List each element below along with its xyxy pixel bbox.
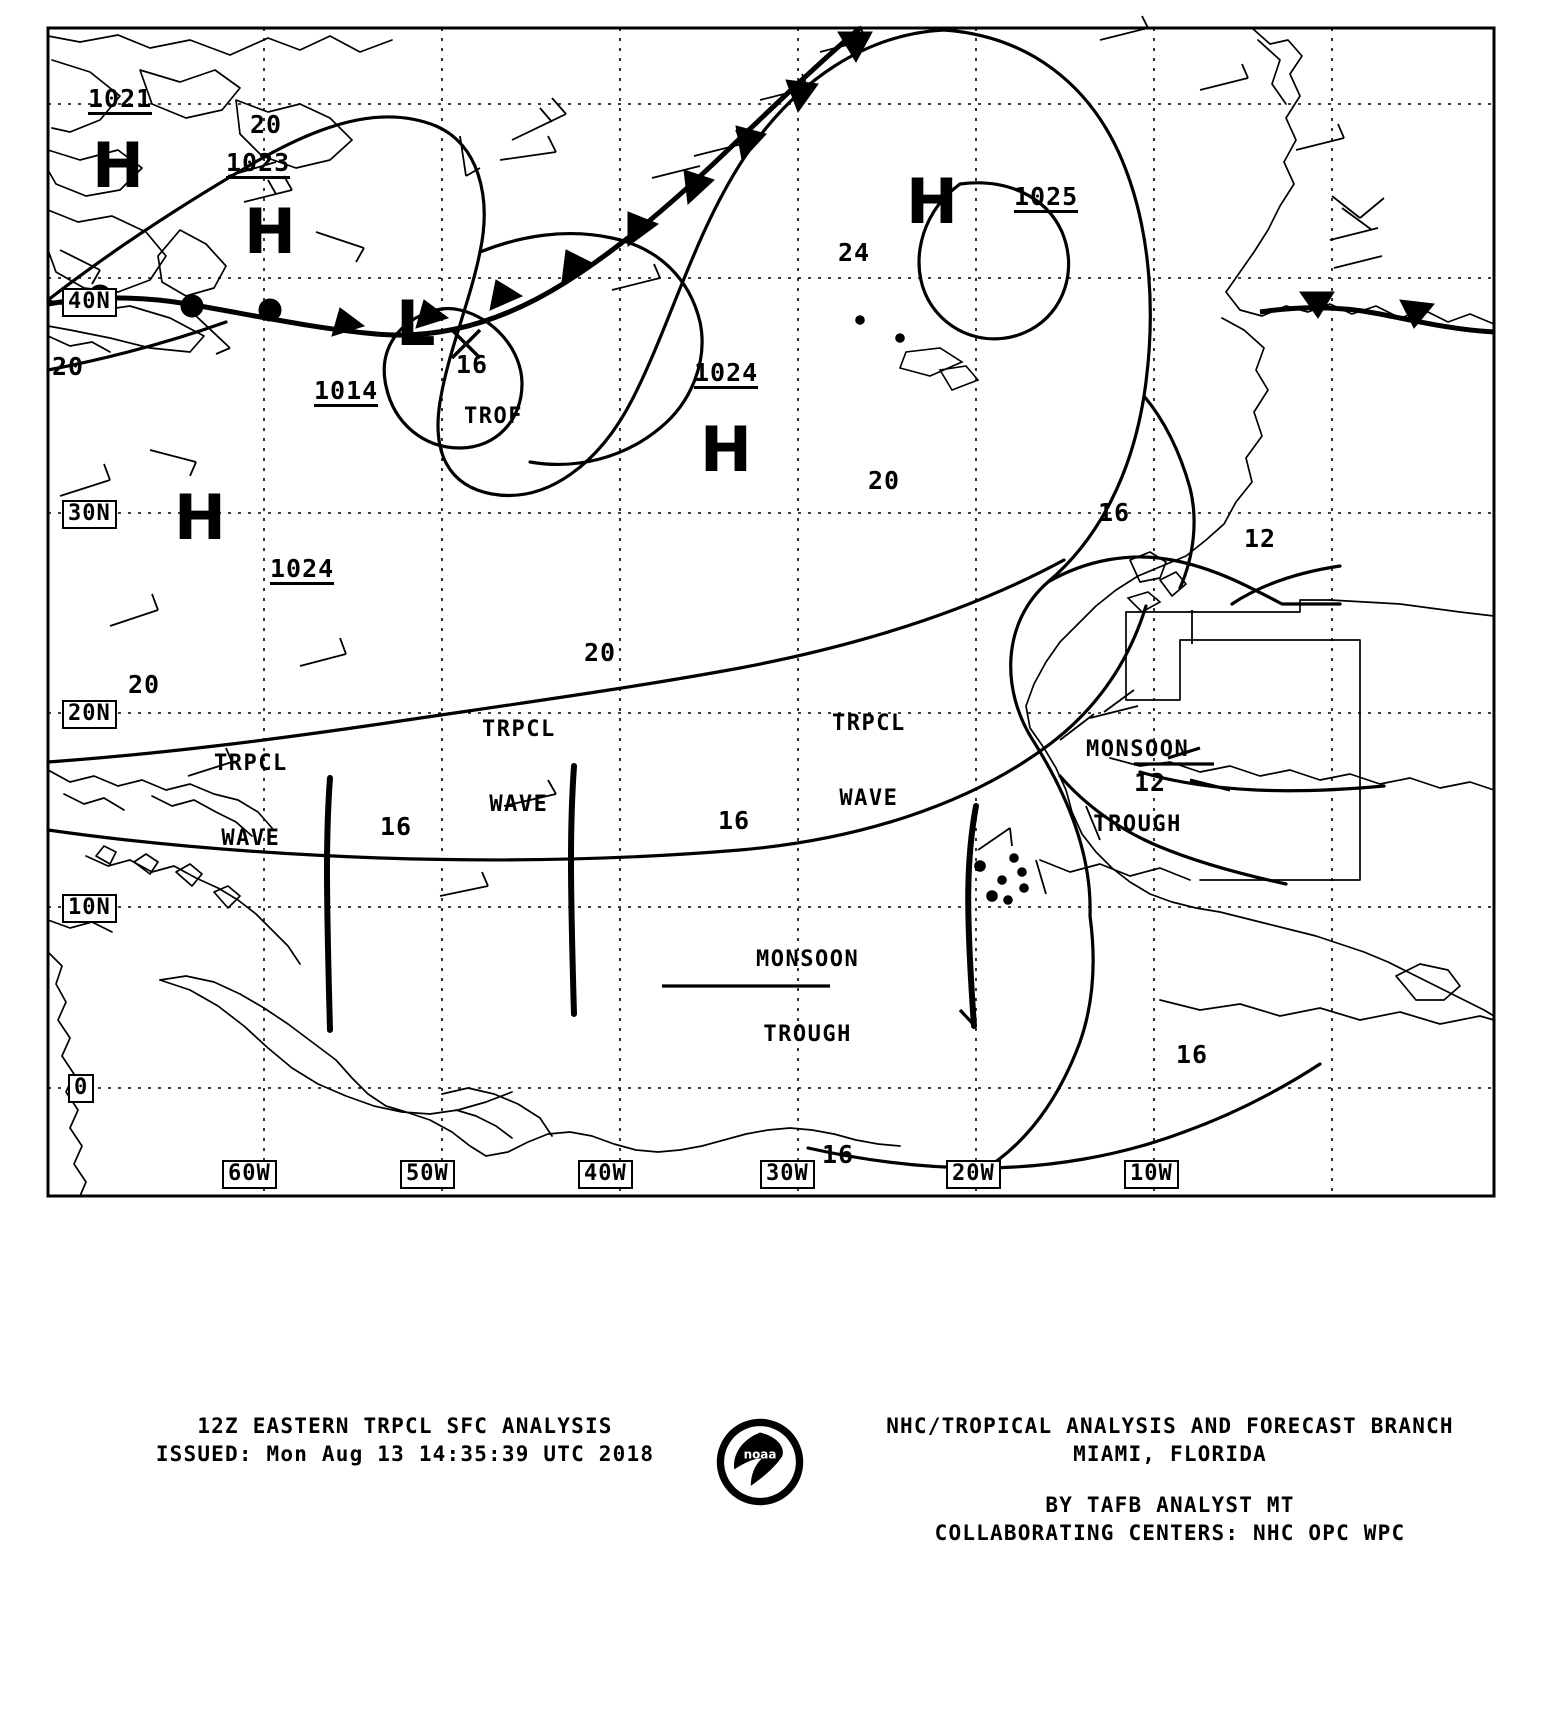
- monsoon-trough-label-1: [1086, 686, 1189, 888]
- isotach-label-20-e: 20: [128, 670, 161, 699]
- isotach-label-12-a: 12: [1244, 524, 1277, 553]
- tropical-wave-line2: WAVE: [489, 792, 549, 818]
- high-symbol-1024-west: H: [174, 481, 226, 554]
- isotach-label-12-b: 12: [1134, 768, 1167, 797]
- latitude-label-10n: 10N: [62, 894, 117, 923]
- high-symbol-1024-central: H: [700, 413, 752, 486]
- collaborating-centers: COLLABORATING CENTERS: NHC OPC WPC: [934, 1521, 1406, 1546]
- chart-footer: [0, 1398, 1542, 1598]
- isotach-label-20-c: 20: [868, 466, 901, 495]
- monsoon-trough-line2: TROUGH: [1093, 812, 1182, 838]
- isotach-label-20-a: 20: [250, 110, 283, 139]
- isotach-label-16-e: 16: [1176, 1040, 1209, 1069]
- monsoon-trough-line1: MONSOON: [1086, 736, 1190, 762]
- isotach-label-20-d: 20: [584, 638, 617, 667]
- longitude-label-40w: 40W: [578, 1160, 633, 1189]
- tropical-wave-label-1: [214, 700, 288, 902]
- pressure-label-1014: 1014: [314, 376, 379, 405]
- longitude-label-60w: 60W: [222, 1160, 277, 1189]
- pressure-label-1024-west: 1024: [270, 554, 335, 583]
- tropical-wave-line2: WAVE: [839, 786, 899, 812]
- high-symbol-1025: H: [906, 165, 958, 238]
- agency-name: NHC/TROPICAL ANALYSIS AND FORECAST BRANCH: [886, 1414, 1454, 1438]
- high-symbol-1023: H: [244, 195, 296, 268]
- product-title-block: [95, 1412, 715, 1469]
- isotach-label-16-d: 16: [718, 806, 751, 835]
- pressure-label-1024-central: 1024: [694, 358, 759, 387]
- tropical-wave-line1: TRPCL: [482, 716, 556, 742]
- latitude-label-30n: 30N: [62, 500, 117, 529]
- tropical-wave-line1: TRPCL: [214, 750, 288, 776]
- monsoon-trough-label-2: [756, 896, 859, 1098]
- latitude-label-20n: 20N: [62, 700, 117, 729]
- low-symbol-1014: L: [396, 287, 436, 360]
- isotach-label-24: 24: [838, 238, 871, 267]
- tropical-wave-label-3: [832, 660, 906, 862]
- isotach-label-16-b: 16: [1098, 498, 1131, 527]
- issuing-office-block: [800, 1412, 1540, 1547]
- latitude-label-0: 0: [68, 1074, 94, 1103]
- office-location: MIAMI, FLORIDA: [1073, 1442, 1267, 1467]
- monsoon-trough-line2: TROUGH: [763, 1022, 852, 1048]
- high-symbol-1021: H: [92, 129, 144, 202]
- latitude-label-40n: 40N: [62, 288, 117, 317]
- isotach-label-16-a: 16: [456, 350, 489, 379]
- monsoon-trough-line1: MONSOON: [756, 946, 860, 972]
- pressure-label-1025: 1025: [1014, 182, 1079, 211]
- longitude-label-50w: 50W: [400, 1160, 455, 1189]
- tropical-wave-line2: WAVE: [221, 826, 281, 852]
- isotach-label-16-f: 16: [822, 1140, 855, 1169]
- trough-label: TROF: [464, 404, 523, 429]
- analyst-line: BY TAFB ANALYST MT: [1045, 1492, 1295, 1517]
- isotach-label-16-c: 16: [380, 812, 413, 841]
- pressure-label-1021: 1021: [88, 84, 153, 113]
- tropical-wave-line1: TRPCL: [832, 710, 906, 736]
- isotach-label-20-b: 20: [52, 352, 85, 381]
- tropical-wave-label-2: [482, 666, 556, 868]
- longitude-label-20w: 20W: [946, 1160, 1001, 1189]
- noaa-logo-text: noaa: [743, 1447, 777, 1462]
- longitude-label-30w: 30W: [760, 1160, 815, 1189]
- noaa-logo: [714, 1416, 806, 1508]
- product-issued: ISSUED: Mon Aug 13 14:35:39 UTC 2018: [155, 1442, 655, 1467]
- longitude-label-10w: 10W: [1124, 1160, 1179, 1189]
- product-title: 12Z EASTERN TRPCL SFC ANALYSIS: [197, 1414, 613, 1438]
- pressure-label-1023: 1023: [226, 148, 291, 177]
